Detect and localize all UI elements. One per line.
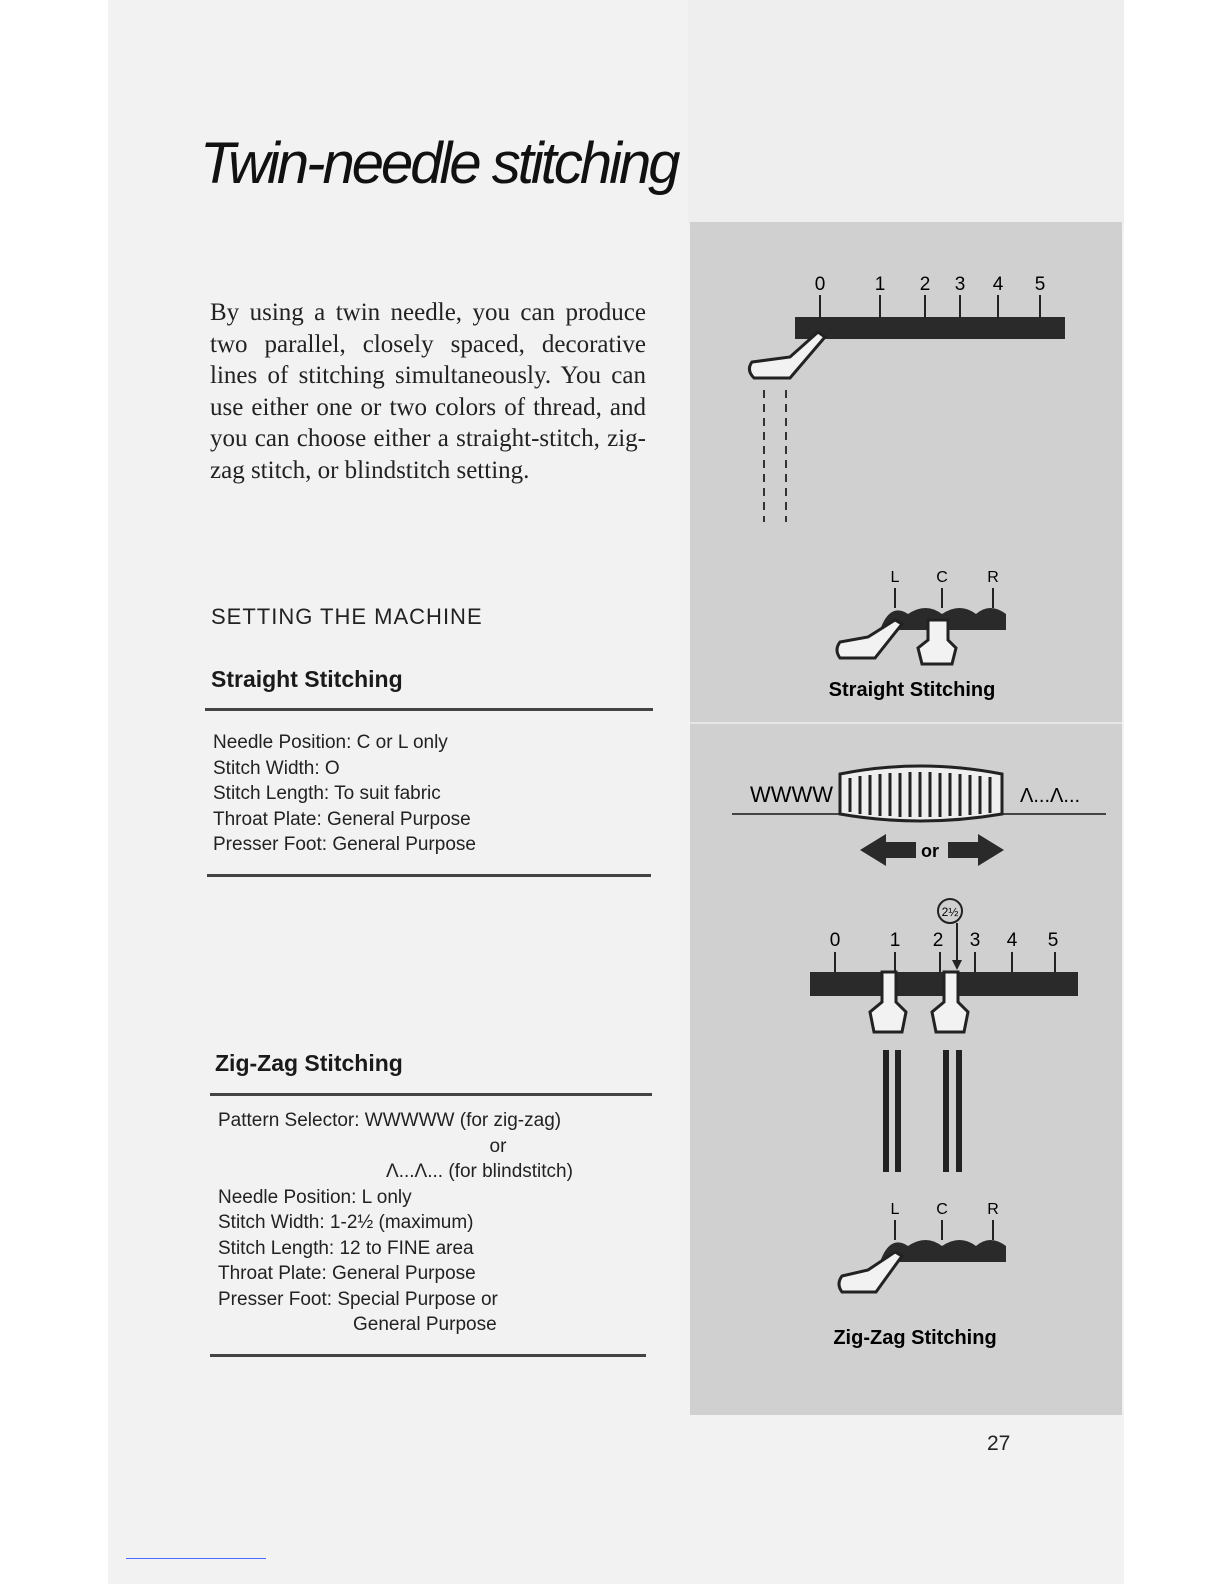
scale-label: 0 [829,930,841,951]
or-label: or [921,841,939,861]
straight-presser-foot: Presser Foot: General Purpose [213,834,476,855]
straight-throat-plate: Throat Plate: General Purpose [213,808,471,830]
straight-stitch-width: Stitch Width: O [213,757,340,779]
needle-label-l: L [890,1201,900,1218]
zigzag-stitch-width: Stitch Width: 1-2½ (maximum) [218,1212,474,1233]
setting-heading: SETTING THE MACHINE [211,604,483,629]
needle-label-r: R [987,1201,999,1218]
straight-needle-position: Needle Position: C or L only [213,732,448,753]
stitch-width-scale-bottom [810,899,1078,1172]
lever-l-icon [839,1252,902,1292]
selector-zigzag-symbol: WWWW [750,782,834,807]
zigzag-throat-plate: Throat Plate: General Purpose [218,1263,476,1284]
zigzag-pattern-selector: Pattern Selector: WWWWW (for zig-zag) [218,1110,562,1131]
scale-label: 1 [874,274,886,295]
scale-label: 3 [969,930,981,951]
stitching-illustrations [690,222,1122,1415]
scale-label: 1 [889,930,901,951]
straight-caption: Straight Stitching [828,679,996,701]
scale-label: 2 [932,930,944,951]
right-strip [688,0,1124,225]
pattern-selector [732,766,1106,866]
page-title: Twin-needle stitching [200,131,678,196]
lever-icon [749,332,825,378]
zigzag-or-text: or [489,1135,507,1157]
scale-label: 4 [992,274,1004,295]
needle-label-l: L [890,569,900,586]
zigzag-presser-foot-alt: General Purpose [353,1314,497,1335]
knob-ridges [850,772,990,817]
half-marker-label: 2½ [941,905,959,919]
zigzag-needle-position: Needle Position: L only [218,1186,412,1208]
stitch-bar [943,1050,949,1172]
lever-l-icon [837,620,902,658]
straight-stitch-length: Stitch Length: To suit fabric [213,783,441,804]
zigzag-stitch-length: Stitch Length: 12 to FINE area [218,1237,474,1259]
arrowhead [952,960,962,970]
stitch-bar [883,1050,889,1172]
scale-bar [795,317,1065,339]
zigzag-heading: Zig-Zag Stitching [215,1050,403,1076]
stitch-bar [956,1050,962,1172]
scale-label: 3 [954,274,966,295]
selector-blindstitch-symbol: Λ...Λ... [1020,785,1081,807]
arrow-left-icon [860,834,916,866]
zigzag-caption: Zig-Zag Stitching [833,1327,997,1349]
straight-bottom-rule [207,874,651,877]
scale-label: 2 [919,274,931,295]
needle-position-dial-bottom [833,1201,1006,1349]
scale-label: 5 [1047,930,1059,951]
stitch-width-scale-top [749,274,1065,522]
zigzag-bottom-rule [210,1354,646,1357]
scale-label: 4 [1006,930,1018,951]
straight-heading: Straight Stitching [211,666,403,692]
needle-label-c: C [936,1201,948,1218]
zigzag-presser-foot: Presser Foot: Special Purpose or [218,1288,498,1310]
scale-label: 5 [1034,274,1046,295]
page-number: 27 [987,1432,1011,1455]
straight-top-rule [205,708,653,711]
needle-label-c: C [936,569,948,586]
zigzag-top-rule [210,1093,652,1096]
straight-settings [213,730,476,858]
stitch-bar [895,1050,901,1172]
scale-label: 0 [814,274,826,295]
needle-label-r: R [987,569,999,586]
scan-artifact-line [126,1558,266,1559]
needle-position-dial-top [829,569,1006,701]
zigzag-blindstitch-option: Λ...Λ... (for blindstitch) [386,1161,573,1182]
arrow-right-icon [948,834,1004,866]
intro-paragraph: By using a twin needle, you can produce two parallel, closely spaced, decorative lines of stitching simultaneously. You can use either one or two colors of thread, and you can choose either a straight-stitch, zig-zag stitch, or blindstitch setting. [210,299,646,484]
